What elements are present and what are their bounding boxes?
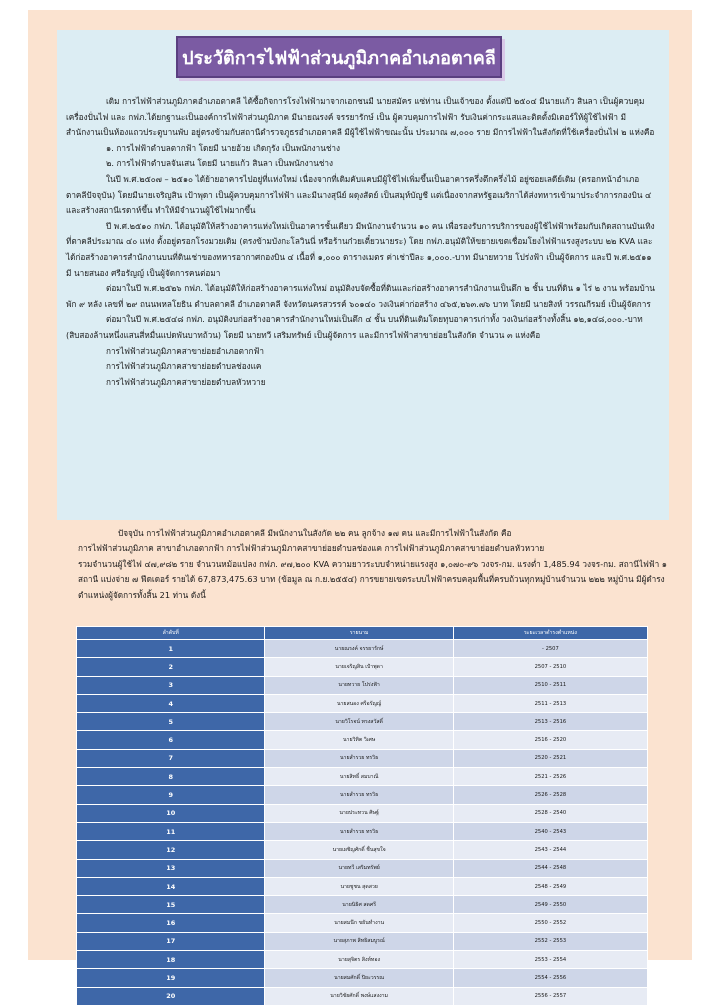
row-period: 2552 - 2553 bbox=[453, 932, 647, 950]
row-name: นายเผชิญศักดิ์ ชื่นสุขใจ bbox=[265, 841, 453, 859]
row-period: 2540 - 2543 bbox=[453, 822, 647, 840]
table-row bbox=[77, 640, 648, 658]
table-row bbox=[77, 859, 648, 877]
row-name: นายสำรวย ทรวิธ bbox=[265, 822, 453, 840]
row-name: นายสำรวย ทรวิธ bbox=[265, 786, 453, 804]
row-number: 15 bbox=[77, 896, 265, 914]
table-row bbox=[77, 896, 648, 914]
header-number: ลำดับที่ bbox=[77, 627, 265, 640]
history-paragraph-3: ปี พ.ศ.๒๕๑๐ กฟภ. ได้อนุมัติให้สร้างอาคารแห่งใหม่เป็นอาคารชั้นเดียว มีพนักงานจำนวน ๑๐ คน เพื่อรองรับการบริการของผู้ใช้ไฟฟ้าพร้อมกับเกิดสถานบันเทิงที่ตาคลีประมาณ ๔๐ แห่ง ตั้งอยู่ตรอกโรงมวยเดิม (ตรงข้ามบังกะโลวินนี่ หรือร้านก๋วยเตี๋ยวนายระ) โดย กฟภ.อนุมัติให้ขยายเขตเชื่อมโยงไฟฟ้าแรงสูงระบบ ๒๒ KVA และได้ก่อสร้างอาคารสำนักงานบนที่ดินเช่าของทหารอากาศกองบิน ๔ เนื้อที่ ๑,๐๐๐ ตารางเมตร ค่าเช่าปีละ ๑,๐๐๐.-บาท มีนายทวาย โปร่งฟ้า เป็นผู้จัดการ และปี พ.ศ.๒๕๑๑ มี นายสนอง ศรีอรัญญ์ เป็นผู้จัดการคนต่อมา bbox=[66, 220, 655, 278]
row-name: นายณรงค์ จรรยารักษ์ bbox=[265, 640, 453, 658]
row-name: นายสิทธิ์ สมบาณี bbox=[265, 768, 453, 786]
row-period: 2510 - 2511 bbox=[453, 676, 647, 694]
row-period: 2511 - 2513 bbox=[453, 694, 647, 712]
current-paragraph-2: การไฟฟ้าส่วนภูมิภาค สาขาอำเภอตากฟ้า การไฟฟ้าส่วนภูมิภาคสาขาย่อยตำบลช่องแค การไฟฟ้าส่วนภูมิภาคสาขาย่อยตำบลหัวหวาย bbox=[78, 543, 545, 554]
branch-item-3: การไฟฟ้าส่วนภูมิภาคสาขาย่อยตำบลหัวหวาย bbox=[106, 376, 266, 387]
row-period: 2520 - 2521 bbox=[453, 749, 647, 767]
table-row bbox=[77, 713, 648, 731]
row-period: 2556 - 2557 bbox=[453, 987, 647, 1005]
row-period: 2543 - 2544 bbox=[453, 841, 647, 859]
row-number: 9 bbox=[77, 786, 265, 804]
row-name: นายสมนึก ขยันทำงาน bbox=[265, 914, 453, 932]
branch-item-1: การไฟฟ้าส่วนภูมิภาคสาขาย่อยอำเภอตากฟ้า bbox=[106, 345, 264, 356]
table-row bbox=[77, 969, 648, 987]
row-number: 10 bbox=[77, 804, 265, 822]
row-name: นายสำรวย ทรวิธ bbox=[265, 749, 453, 767]
history-paragraph-4: ต่อมาในปี พ.ศ.๒๕๒๖ กฟภ. ได้อนุมัติให้ก่อสร้างอาคารแห่งใหม่ อนุมัติงบจัดซื้อที่ดินและก่อสร้างอาคารสำนักงานเป็นตึก ๒ ชั้น บนที่ดิน ๑ ไร่ ๒ งาน พร้อมบ้านพัก ๙ หลัง เลขที่ ๒๙ ถนนพหลโยธิน ตำบลตาคลี อำเภอตาคลี จังหวัดนครสวรรค์ ๖๐๑๔๐ วงเงินค่าก่อสร้าง ๔๖๕,๒๖๓.๗๖ บาท โดยมี นายสิงห์ วรรณกีรมย์ เป็นผู้จัดการ bbox=[66, 283, 655, 309]
row-name: นายวิชัยศักดิ์ พงษ์แสงงาม bbox=[265, 987, 453, 1005]
row-period: 2549 - 2550 bbox=[453, 896, 647, 914]
row-number: 18 bbox=[77, 951, 265, 969]
table-row bbox=[77, 786, 648, 804]
table-row bbox=[77, 841, 648, 859]
history-paragraph-5: ต่อมาในปี พ.ศ.๒๕๔๘ กฟภ. อนุมัติงบก่อสร้างอาคารสำนักงานใหม่เป็นตึก ๔ ชั้น บนที่ดินเดิมโดยทุบอาคารเก่าทั้ง วงเงินก่อสร้างทั้งสิ้น ๑๒,๑๔๘,๐๐๐.-บาท (สิบสองล้านหนึ่งแสนสี่หมื่นแปดพันบาทถ้วน) โดยมี นายทวี เสริมทรัพย์ เป็นผู้จัดการ และมีการไฟฟ้าสาขาย่อยในสังกัด จำนวน ๓ แห่งคือ bbox=[66, 314, 643, 340]
table-row bbox=[77, 731, 648, 749]
row-number: 1 bbox=[77, 640, 265, 658]
table-row bbox=[77, 914, 648, 932]
branch-item-2: การไฟฟ้าส่วนภูมิภาคสาขาย่อยตำบลช่องแค bbox=[106, 361, 262, 372]
table-row bbox=[77, 932, 648, 950]
current-section bbox=[78, 526, 668, 603]
row-number: 6 bbox=[77, 731, 265, 749]
row-period: 2528 - 2540 bbox=[453, 804, 647, 822]
table-row bbox=[77, 951, 648, 969]
row-number: 5 bbox=[77, 713, 265, 731]
managers-table bbox=[76, 626, 648, 1006]
row-name: นายวิโรจน์ ทรงสวัสดิ์ bbox=[265, 713, 453, 731]
row-name: นายนิธิศ สดศรี bbox=[265, 896, 453, 914]
table-row bbox=[77, 749, 648, 767]
row-number: 2 bbox=[77, 658, 265, 676]
row-number: 17 bbox=[77, 932, 265, 950]
row-name: นายสมศักดิ์ ปิยะวรรณ bbox=[265, 969, 453, 987]
table-header-row bbox=[77, 627, 648, 640]
header-period: ระยะเวลาดำรงตำแหน่ง bbox=[453, 627, 647, 640]
table-row bbox=[77, 804, 648, 822]
history-paragraph-2: ในปี พ.ศ.๒๕๐๗ – ๒๕๑๐ ได้ย้ายอาคารไปอยู่ที่แห่งใหม่ เนื่องจากที่เดิมคับแคบมีผู้ใช้ไฟเพิ่มขึ้นเป็นอาคารครึ่งตึกครึ่งไม้ อยู่ซอยเลดีย์เดิม (ตรอกหน้าอำเภอตาคลีปัจจุบัน) โดยมีนายเจริญสิน เป้าพุดา เป็นผู้ควบคุมการไฟฟ้า และมีนางสุนีย์ ผดุงสัตย์ เป็นสมุห์บัญชี แต่เนื่องจากสหรัฐอเมริกาได้ส่งทหารเข้ามาประจำการกองบิน ๔ และสร้างสถานีเรดาห์ขึ้น ทำให้มีจำนวนผู้ใช้ไฟมากขึ้น bbox=[66, 173, 652, 216]
row-period: 2544 - 2548 bbox=[453, 859, 647, 877]
table-row bbox=[77, 768, 648, 786]
table-row bbox=[77, 658, 648, 676]
current-paragraph-3: รวมจำนวนผู้ใช้ไฟ ๔๗,๙๘๒ ราย จำนวนหม้อแปลง กฟภ. ๙๗,๒๐๐ KVA ความยาวระบบจำหน่ายแรงสูง ๑,๐๗๐-๙๖ วงจร-กม. แรงต่ำ 1,485.94 วงจร-กม. สถานีไฟฟ้า ๑ สถานี แบ่งจ่าย ๗ ฟีดเดอร์ รายได้ 67,873,475.63 บาท (ข้อมูล ณ ก.ย.๒๕๕๔) การขยายเขตระบบไฟฟ้าครบคลุมพื้นที่ครบถ้วนทุกหมู่บ้านจำนวน ๒๒๒ หมู่บ้าน มีผู้ดำรงตำแหน่งผู้จัดการทั้งสิ้น 21 ท่าน ดังนี้ bbox=[78, 558, 667, 600]
managers-table-container bbox=[76, 626, 648, 1001]
row-name: นายสนอง ศรีอรัญญ์ bbox=[265, 694, 453, 712]
row-period: 2548 - 2549 bbox=[453, 877, 647, 895]
row-number: 16 bbox=[77, 914, 265, 932]
row-name: นายทวาย โปร่งฟ้า bbox=[265, 676, 453, 694]
row-name: นายชูชน สุดสวย bbox=[265, 877, 453, 895]
row-number: 13 bbox=[77, 859, 265, 877]
row-period: 2554 - 2556 bbox=[453, 969, 647, 987]
row-name: นายสุจิตร สิงห์ทอง bbox=[265, 951, 453, 969]
row-name: นายวิทิต วิเศษ bbox=[265, 731, 453, 749]
table-row bbox=[77, 822, 648, 840]
history-paragraph-1: เดิม การไฟฟ้าส่วนภูมิภาคอำเภอตาคลี ได้ซื้อกิจการโรงไฟฟ้ามาจากเอกชนมี นายสมัคร แซ่ห่าน เป็นเจ้าของ ตั้งแต่ปี ๒๕๐๔ มีนายแก้ว สินลา เป็นผู้ควบคุมเครื่องปั่นไฟ และ กฟภ.ได้ยกฐานะเป็นองค์การไฟฟ้าส่วนภูมิภาค มีนายณรงค์ จรรยารักษ์ เป็น ผู้ควบคุมการไฟฟ้า รับเงินค่ากระแสและติดตั้งมิเตอร์ให้ผู้ใช้ไฟฟ้า มีสำนักงานเป็นห้องแถวประตูบานพับ อยู่ตรงข้ามกับสถานีตำรวจภูธรอำเภอตาคลี มีผู้ใช้ไฟฟ้าขณะนั้น ประมาณ ๗,๐๐๐ ราย มีการไฟฟ้าในสังกัดที่ใช้เครื่องปั่นไฟ ๒ แห่งคือ bbox=[66, 96, 655, 138]
row-number: 12 bbox=[77, 841, 265, 859]
current-paragraph-1: ปัจจุบัน การไฟฟ้าส่วนภูมิภาคอำเภอตาคลี มีพนักงานในสังกัด ๒๒ คน ลูกจ้าง ๑๗ คน และมีการไฟฟ้าในสังกัด คือ bbox=[118, 528, 512, 538]
row-period: 2516 - 2520 bbox=[453, 731, 647, 749]
row-name: นายสุภาพ สิทธิสมบูรณ์ bbox=[265, 932, 453, 950]
table-row bbox=[77, 877, 648, 895]
table-row bbox=[77, 987, 648, 1005]
row-period: 2553 - 2554 bbox=[453, 951, 647, 969]
row-number: 7 bbox=[77, 749, 265, 767]
history-section bbox=[66, 94, 658, 390]
row-number: 20 bbox=[77, 987, 265, 1005]
row-number: 11 bbox=[77, 822, 265, 840]
row-period: - 2507 bbox=[453, 640, 647, 658]
row-period: 2526 - 2528 bbox=[453, 786, 647, 804]
page-title: ประวัติการไฟฟ้าส่วนภูมิภาคอำเภอตาคลี bbox=[176, 36, 502, 78]
row-period: 2507 - 2510 bbox=[453, 658, 647, 676]
row-number: 8 bbox=[77, 768, 265, 786]
history-item-1: ๑. การไฟฟ้าตำบลตากฟ้า โดยมี นายอ้วย เกิดกุรัง เป็นพนักงานช่าง bbox=[106, 142, 340, 153]
row-name: นายประทวน ศิษฐ์ bbox=[265, 804, 453, 822]
row-name: นายทวี เสริมทรัพย์ bbox=[265, 859, 453, 877]
header-name: รายนาม bbox=[265, 627, 453, 640]
row-period: 2550 - 2552 bbox=[453, 914, 647, 932]
row-period: 2521 - 2526 bbox=[453, 768, 647, 786]
row-number: 19 bbox=[77, 969, 265, 987]
row-number: 14 bbox=[77, 877, 265, 895]
history-item-2: ๒. การไฟฟ้าตำบลจันเสน โดยมี นายแก้ว สินลา เป็นพนักงานช่าง bbox=[106, 158, 334, 169]
row-number: 3 bbox=[77, 676, 265, 694]
row-period: 2513 - 2516 bbox=[453, 713, 647, 731]
table-row bbox=[77, 676, 648, 694]
row-name: นายเจริญสิน เป้าพุดา bbox=[265, 658, 453, 676]
row-number: 4 bbox=[77, 694, 265, 712]
table-row bbox=[77, 694, 648, 712]
